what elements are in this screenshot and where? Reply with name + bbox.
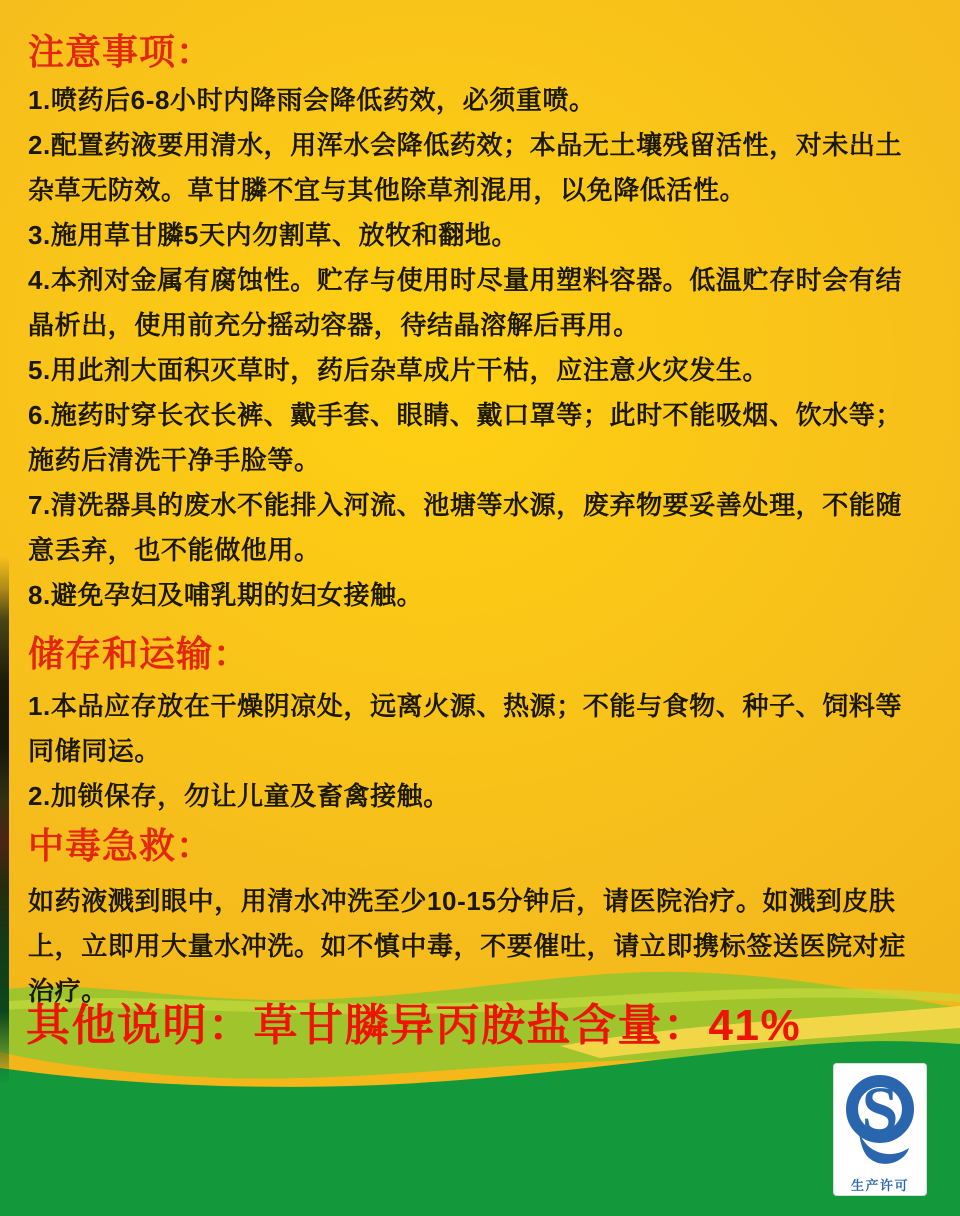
precautions-text	[28, 78, 944, 618]
storage-transport-text	[28, 684, 944, 819]
left-edge-shadow	[0, 556, 9, 1086]
text-line: 1.本品应存放在干燥阴凉处，远离火源、热源；不能与食物、种子、饲料等	[28, 691, 903, 721]
text-line: 4.本剂对金属有腐蚀性。贮存与使用时尽量用塑料容器。低温贮存时会有结	[28, 265, 903, 295]
text-line: 7.清洗器具的废水不能排入河流、池塘等水源，废弃物要妥善处理，不能随	[28, 490, 903, 520]
text-line: 6.施药时穿长衣长裤、戴手套、眼睛、戴口罩等；此时不能吸烟、饮水等；	[28, 400, 903, 430]
text-line: 上，立即用大量水冲洗。如不慎中毒，不要催吐，请立即携标签送医院对症	[28, 931, 906, 961]
text-line: 同储同运。	[28, 736, 162, 766]
text-line: 2.配置药液要用清水，用浑水会降低药效；本品无土壤残留活性，对未出土	[28, 130, 903, 160]
text-line: 施药后清洗干净手脸等。	[28, 445, 321, 475]
text-line: 1.喷药后6-8小时内降雨会降低药效，必须重喷。	[28, 85, 596, 115]
text-line: 8.避免孕妇及哺乳期的妇女接触。	[28, 580, 424, 610]
text-line: 晶析出，使用前充分摇动容器，待结晶溶解后再用。	[28, 310, 640, 340]
poisoning-first-aid-heading: 中毒急救：	[28, 825, 214, 866]
text-line: 如药液溅到眼中，用清水冲洗至少10-15分钟后，请医院治疗。如溅到皮肤	[28, 886, 896, 916]
poisoning-first-aid-text	[28, 879, 944, 1014]
storage-transport-heading: 储存和运输：	[28, 633, 251, 674]
other-info-content-line: 其他说明：草甘膦异丙胺盐含量：41%	[26, 1001, 802, 1050]
text-line: 5.用此剂大面积灭草时，药后杂草成片干枯，应注意火灾发生。	[28, 355, 770, 385]
text-line: 治疗。	[28, 976, 108, 1006]
precautions-heading: 注意事项：	[28, 31, 214, 72]
qs-production-license-badge	[833, 1063, 927, 1196]
text-line: 3.施用草甘膦5天内勿割草、放牧和翻地。	[28, 220, 519, 250]
text-line: 2.加锁保存，勿让儿童及畜禽接触。	[28, 781, 450, 811]
qs-caption: 生产许可	[850, 1178, 909, 1193]
qs-letter: S	[861, 1074, 899, 1147]
qs-icon	[838, 1068, 922, 1174]
text-line: 杂草无防效。草甘膦不宜与其他除草剂混用，以免降低活性。	[28, 175, 747, 205]
text-line: 意丢弃，也不能做他用。	[28, 535, 321, 565]
